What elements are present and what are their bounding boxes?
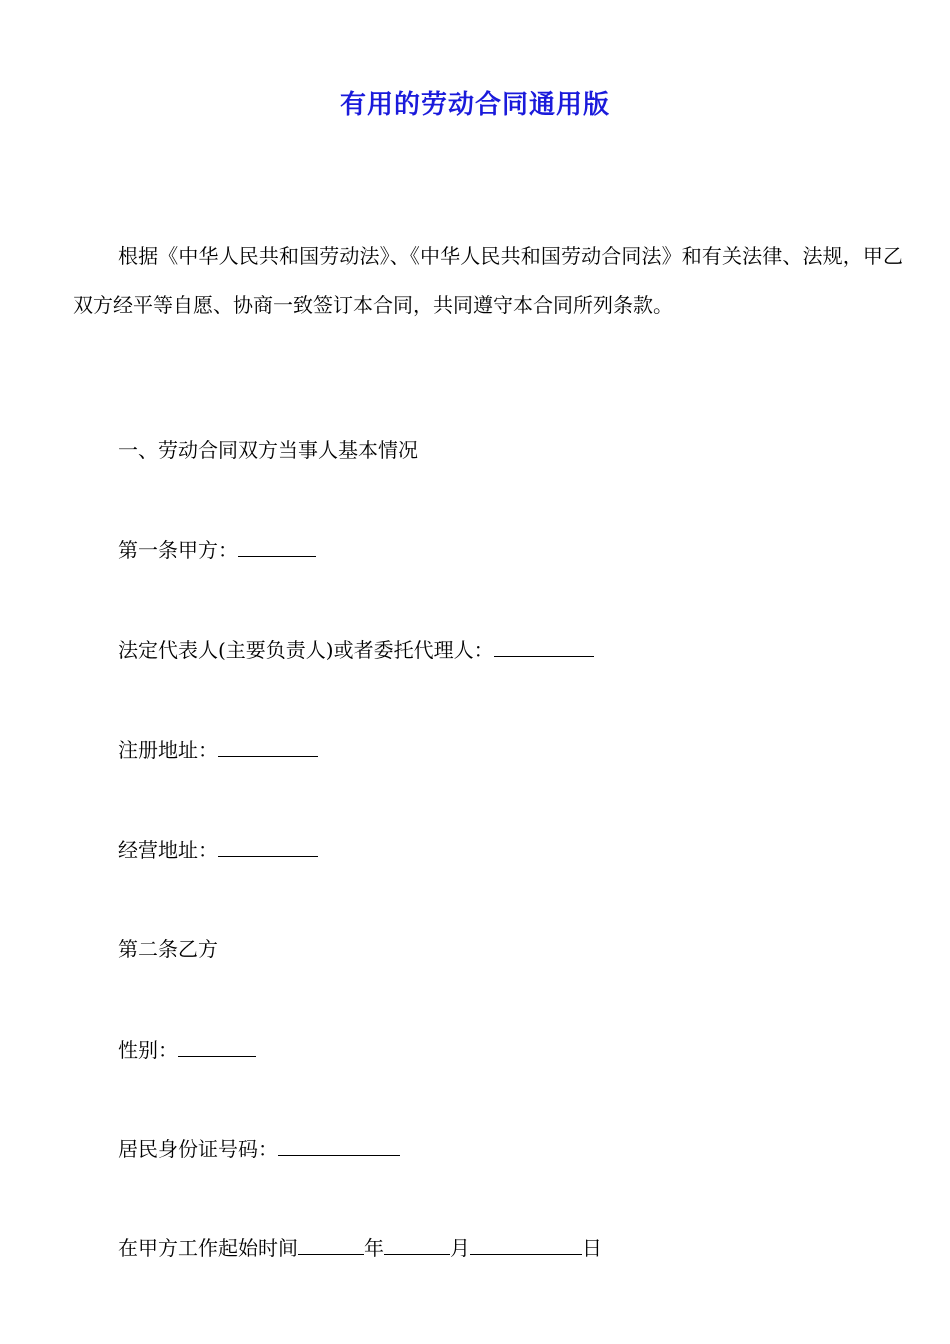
biz-address-line: [118, 836, 318, 864]
year-label: 年: [364, 1236, 384, 1260]
month-blank: [384, 1236, 450, 1255]
reg-address-label: 注册地址：: [118, 738, 218, 762]
gender-line: [118, 1036, 256, 1064]
id-number-line: [118, 1135, 400, 1163]
intro-paragraph: 根据《中华人民共和国劳动法》、《中华人民共和国劳动合同法》和有关法律、法规，甲乙双方经平等自愿、协商一致签订本合同，共同遵守本合同所列条款。: [73, 244, 903, 317]
start-time-line: [118, 1234, 602, 1262]
document-title: 有用的劳动合同通用版: [339, 90, 610, 120]
month-label: 月: [450, 1236, 470, 1260]
party-a-line: [118, 536, 316, 564]
legal-rep-line: [118, 636, 594, 664]
party-a-blank: [238, 538, 316, 557]
section-heading-text: 一、劳动合同双方当事人基本情况: [118, 438, 418, 462]
legal-rep-blank: [494, 638, 594, 657]
id-number-label: 居民身份证号码：: [118, 1137, 278, 1161]
party-b-label: 第二条乙方: [118, 937, 218, 961]
gender-label: 性别：: [118, 1038, 178, 1062]
legal-rep-label: 法定代表人(主要负责人)或者委托代理人：: [118, 638, 494, 662]
day-label: 日: [582, 1236, 602, 1260]
party-a-label: 第一条甲方：: [118, 538, 238, 562]
party-b-line: [118, 935, 218, 963]
biz-address-label: 经营地址：: [118, 838, 218, 862]
biz-address-blank: [218, 838, 318, 857]
section-heading: [118, 436, 418, 464]
reg-address-blank: [218, 738, 318, 757]
start-time-label: 在甲方工作起始时间: [118, 1236, 298, 1260]
id-number-blank: [278, 1137, 400, 1156]
reg-address-line: [118, 736, 318, 764]
gender-blank: [178, 1038, 256, 1057]
day-blank: [470, 1236, 582, 1255]
year-blank: [298, 1236, 364, 1255]
